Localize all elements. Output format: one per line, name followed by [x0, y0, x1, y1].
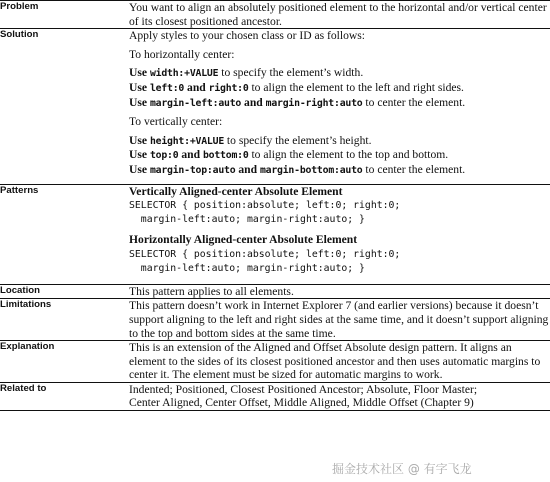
vertical-step-sides: [129, 148, 550, 163]
pattern-code-vertical-line1: SELECTOR { position:absolute; left:0; right:0;: [129, 200, 401, 212]
v2-rest: to align the element to the top and bottom.: [251, 148, 449, 162]
h2-code1: left:0: [149, 82, 185, 94]
v3-and: and: [238, 162, 258, 176]
label-solution: Solution: [0, 29, 39, 41]
location-paragraph: This pattern applies to all elements.: [129, 284, 294, 298]
label-patterns: Patterns: [0, 184, 39, 196]
h3-use: Use: [129, 95, 148, 109]
watermark-text: 掘金技术社区 @ 有字飞龙: [330, 458, 550, 482]
v1-rest: to specify the element’s height.: [226, 133, 372, 147]
related-line1: Indented; Positioned, Closest Positioned Ancestor; Absolute, Floor Master;: [129, 382, 478, 396]
row-solution: [0, 29, 550, 184]
explanation-paragraph: This is an extension of the Aligned and Offset Absolute design pattern. It aligns an element to the sides of its closest positioned ancestor and then uses automatic margins to center it. The element must be sized for automatic margins to work.: [129, 341, 541, 382]
pattern-heading-vertical: Vertically Aligned-center Absolute Element: [129, 184, 343, 198]
v2-code1: top:0: [149, 150, 179, 162]
v3-code2: margin-bottom:auto: [259, 164, 363, 176]
v1-use: Use: [129, 133, 148, 147]
row-problem: [0, 1, 550, 29]
h1-code: width:+VALUE: [149, 68, 219, 80]
row-related: [0, 382, 550, 410]
h1-rest: to specify the element’s width.: [221, 66, 364, 80]
horizontal-step-margins: [129, 96, 550, 111]
pattern-heading-horizontal: Horizontally Aligned-center Absolute Element: [129, 233, 358, 247]
vertical-step-height: [129, 134, 550, 149]
pattern-code-vertical-line2: margin-left:auto; margin-right:auto; }: [129, 214, 365, 226]
h3-code1: margin-left:auto: [149, 97, 242, 109]
solution-text: [129, 29, 550, 184]
h3-code2: margin-right:auto: [265, 97, 363, 109]
horizontal-step-sides: [129, 81, 550, 96]
row-limitations: [0, 299, 550, 341]
label-explanation: Explanation: [0, 341, 55, 353]
label-limitations: Limitations: [0, 299, 52, 311]
patterns-text: [129, 184, 550, 284]
v1-code: height:+VALUE: [149, 135, 225, 147]
limitations-text: [129, 299, 550, 341]
row-location: [0, 284, 550, 299]
pattern-code-horizontal-line1: SELECTOR { position:absolute; left:0; right:0;: [129, 248, 401, 260]
row-explanation: [0, 341, 550, 383]
related-line2: Center Aligned, Center Offset, Middle Aligned, Middle Offset (Chapter 9): [129, 396, 474, 410]
related-text: [129, 382, 550, 410]
solution-intro: Apply styles to your chosen class or ID as follows:: [129, 29, 366, 43]
horizontal-step-width: [129, 66, 550, 81]
label-related: Related to: [0, 382, 47, 394]
h3-and: and: [244, 95, 263, 109]
h2-use: Use: [129, 80, 148, 94]
pattern-code-horizontal-line2: margin-left:auto; margin-right:auto; }: [129, 262, 365, 274]
v2-use: Use: [129, 148, 148, 162]
vertical-heading: To vertically center:: [129, 115, 223, 129]
label-problem: Problem: [0, 1, 39, 12]
v3-code1: margin-top:auto: [149, 164, 236, 176]
h2-code2: right:0: [208, 82, 249, 94]
h3-rest: to center the element.: [365, 95, 466, 109]
h1-use: Use: [129, 66, 148, 80]
location-text: [129, 284, 550, 299]
v2-and: and: [181, 148, 201, 162]
row-patterns: [0, 184, 550, 284]
h2-and: and: [187, 80, 206, 94]
h2-rest: to align the element to the left and right sides.: [251, 80, 464, 94]
v3-rest: to center the element.: [365, 162, 466, 176]
problem-paragraph: You want to align an absolutely positioned element to the horizontal and/or vertical center of its closest positioned ancestor.: [129, 1, 547, 28]
v2-code2: bottom:0: [202, 150, 249, 162]
limitations-paragraph: This pattern doesn’t work in Internet Explorer 7 (and earlier versions) because it doesn’t support aligning to the left and right sides at the same time, and it doesn’t support aligning to the top and bottom sides at the same time.: [129, 299, 549, 340]
v3-use: Use: [129, 162, 148, 176]
horizontal-heading: To horizontally center:: [129, 47, 235, 61]
explanation-text: [129, 341, 550, 383]
vertical-step-margins: [129, 163, 550, 178]
label-location: Location: [0, 284, 40, 296]
problem-text: [129, 1, 550, 29]
